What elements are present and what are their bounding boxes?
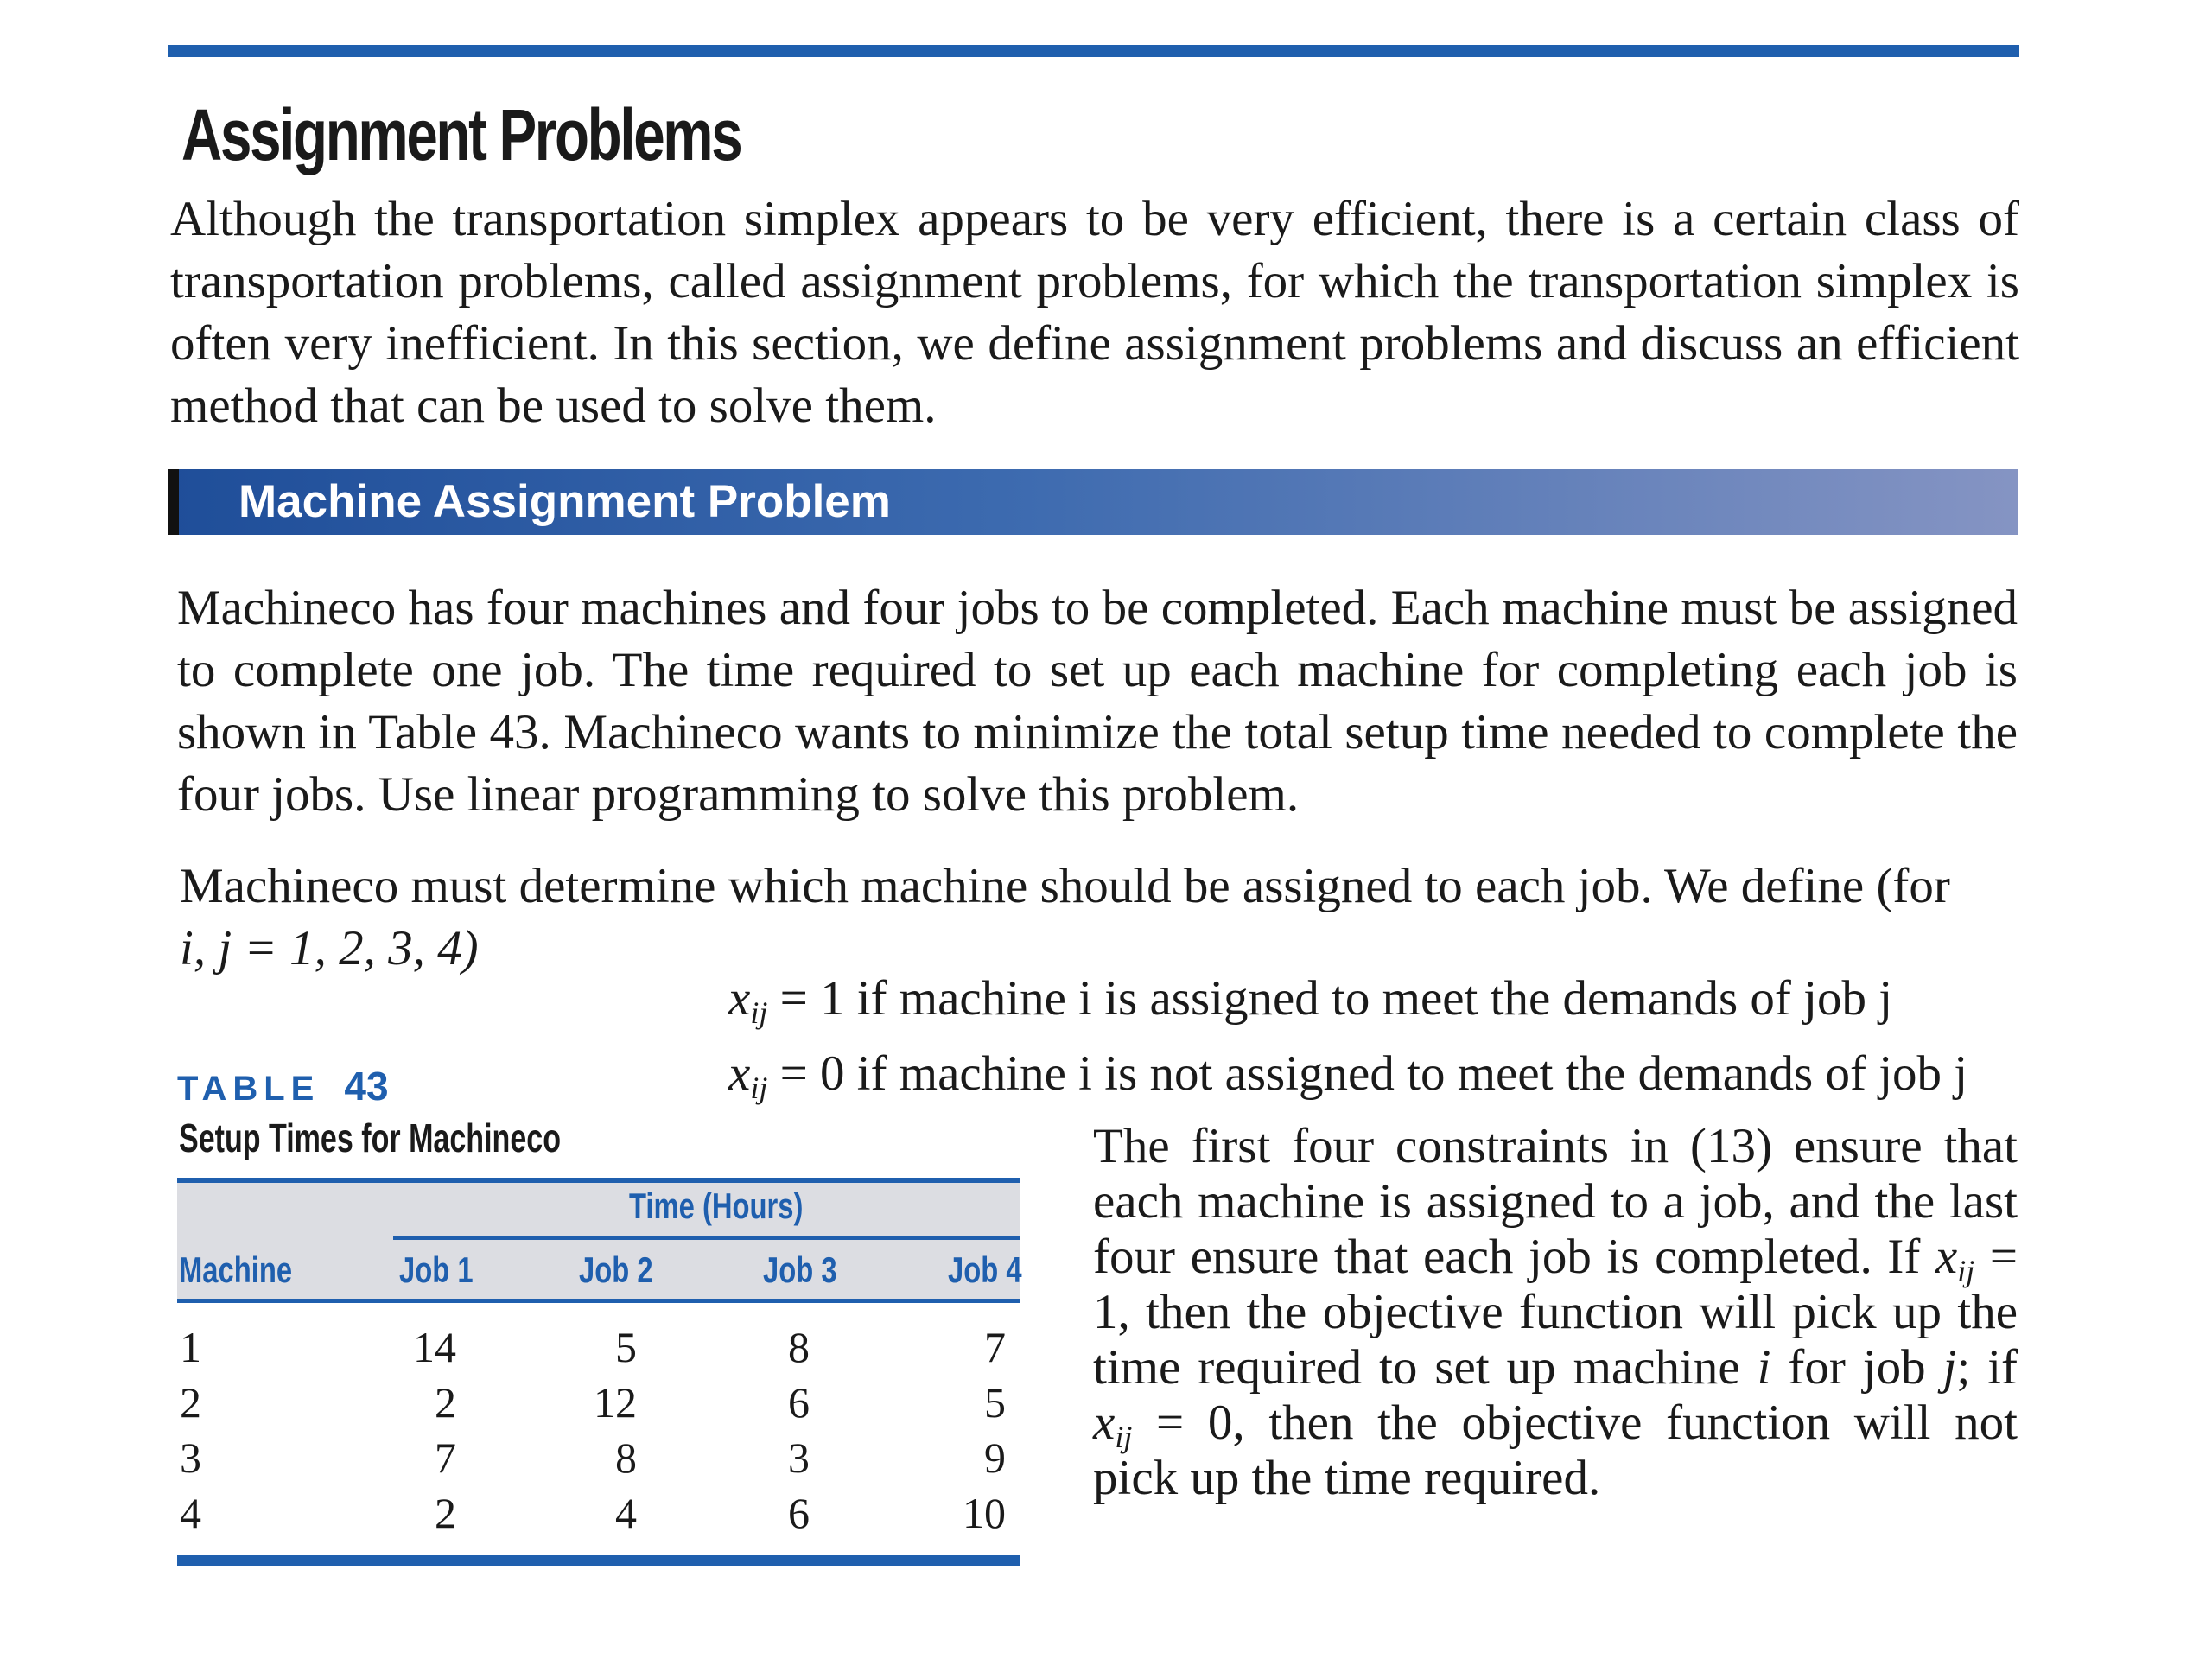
explanation-j: j	[1942, 1340, 1957, 1395]
eq1-sub: ij	[750, 995, 768, 1030]
cell-job-3: 6	[788, 1378, 810, 1427]
eq1-var: x	[728, 971, 751, 1026]
column-header-job-2: Job 2	[579, 1249, 653, 1290]
column-header-job-4: Job 4	[948, 1249, 1022, 1290]
column-header-job-1: Job 1	[399, 1249, 474, 1290]
explanation-part-2: = 1, then the objective function will pick up the time required to set up machine	[1093, 1230, 2018, 1395]
cell-job-3: 3	[788, 1433, 810, 1482]
table-top-rule	[177, 1178, 1020, 1183]
column-header-job-3: Job 3	[763, 1249, 837, 1290]
cell-job-2: 12	[594, 1378, 637, 1427]
cell-machine: 4	[180, 1489, 201, 1537]
explanation-part-5: = 0, then the objective function will not pick up the time required.	[1093, 1395, 2018, 1505]
table-group-header: Time (Hours)	[629, 1185, 804, 1226]
eq2-rhs: = 0 if machine i is not assigned to meet the demands of job j	[779, 1046, 1968, 1101]
cell-machine: 1	[180, 1323, 201, 1371]
cell-job-1: 7	[435, 1433, 456, 1482]
cell-job-4: 7	[984, 1323, 1006, 1371]
equation-assigned	[728, 970, 1893, 1030]
problem-paragraph: Machineco has four machines and four jobs to be completed. Each machine must be assigned to complete one job. The time required to set up each machine for completing each job is shown in Table 43. Machineco wants to minimize the total setup time needed to complete the four jobs. Use linear programming to solve this problem.	[177, 581, 2018, 822]
explanation-part-1: The first four constraints in (13) ensure that each machine is assigned to a job, and the last four ensure that each job is completed. If	[1093, 1119, 2018, 1284]
define-range: i, j = 1, 2, 3, 4)	[180, 921, 479, 976]
cell-job-2: 4	[615, 1489, 637, 1537]
eq2-var: x	[728, 1046, 751, 1101]
explanation-part-4: ; if	[1956, 1340, 2018, 1395]
table-bottom-rule	[177, 1555, 1020, 1566]
define-paragraph	[180, 855, 2020, 980]
banner-left-bar	[168, 469, 179, 535]
table-caption: Setup Times for Machineco	[179, 1116, 561, 1160]
section-title: Assignment Problems	[181, 94, 741, 175]
cell-job-3: 6	[788, 1489, 810, 1537]
column-header-machine: Machine	[179, 1249, 293, 1290]
cell-job-4: 9	[984, 1433, 1006, 1482]
top-rule	[168, 45, 2019, 57]
table-header-rule	[177, 1299, 1020, 1303]
explanation-sub-2: ij	[1115, 1420, 1133, 1454]
explanation-sub-1: ij	[1957, 1254, 1975, 1288]
eq2-sub: ij	[750, 1071, 768, 1105]
intro-paragraph: Although the transportation simplex appears to be very efficient, there is a certain class of transportation problems, called assignment problems, for which the transportation simplex is often very inefficient. In this section, we define assignment problems and discuss an efficient method that can be used to solve them.	[170, 192, 2019, 433]
table-label-word: TABLE	[177, 1070, 321, 1108]
explanation-var-2: x	[1093, 1395, 1116, 1450]
define-text: Machineco must determine which machine should be assigned to each job. We define (for	[180, 859, 1950, 913]
table-group-rule	[393, 1236, 1020, 1240]
cell-machine: 2	[180, 1378, 201, 1427]
equation-not-assigned	[728, 1046, 1968, 1105]
cell-job-1: 14	[413, 1323, 456, 1371]
eq1-rhs: = 1 if machine i is assigned to meet the demands of job j	[779, 971, 1893, 1026]
cell-job-2: 8	[615, 1433, 637, 1482]
cell-job-1: 2	[435, 1378, 456, 1427]
cell-machine: 3	[180, 1433, 201, 1482]
cell-job-2: 5	[615, 1323, 637, 1371]
cell-job-3: 8	[788, 1323, 810, 1371]
table-label	[177, 1063, 389, 1109]
cell-job-4: 5	[984, 1378, 1006, 1427]
cell-job-1: 2	[435, 1489, 456, 1537]
cell-job-4: 10	[963, 1489, 1006, 1537]
banner-title: Machine Assignment Problem	[238, 476, 891, 527]
explanation-var-1: x	[1935, 1230, 1958, 1284]
explanation-part-3: for job	[1788, 1340, 1926, 1395]
explanation-paragraph	[1093, 1119, 2018, 1506]
table-number: 43	[344, 1064, 389, 1109]
explanation-i: i	[1757, 1340, 1771, 1395]
